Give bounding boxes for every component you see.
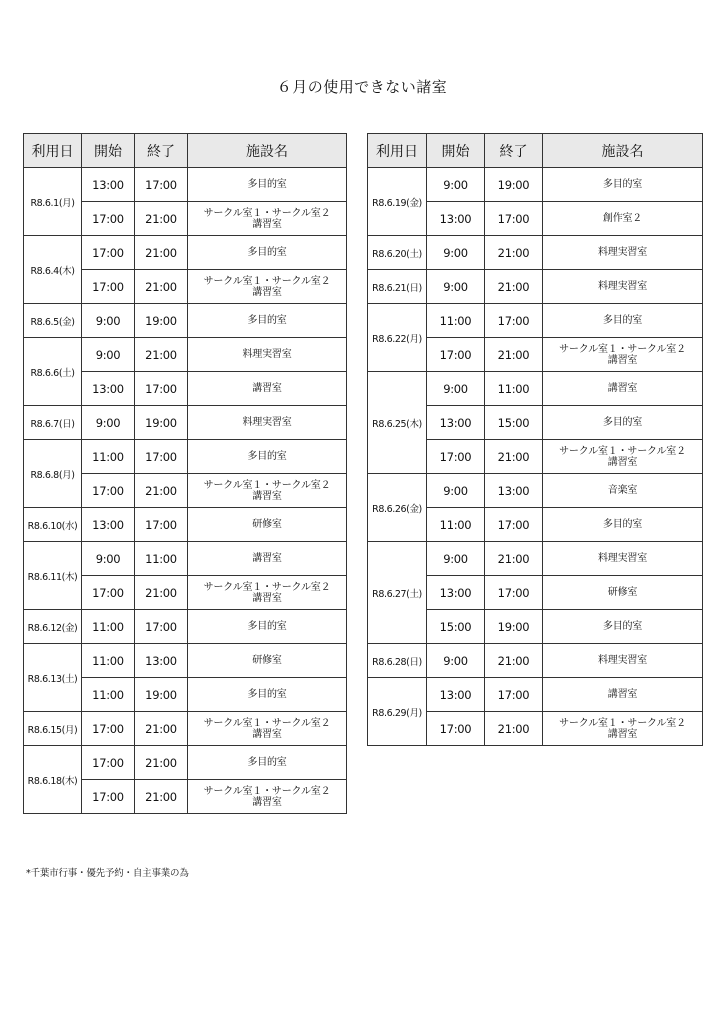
date-cell: R8.6.27(土) (368, 542, 427, 644)
header-facility: 施設名 (188, 134, 347, 168)
facility-cell: サークル室１・サークル室２ 講習室 (188, 202, 347, 236)
end-time-cell: 13:00 (135, 644, 188, 678)
start-time-cell: 17:00 (82, 780, 135, 814)
table-row (368, 168, 703, 202)
table-row (24, 236, 347, 270)
end-time-cell: 15:00 (485, 406, 543, 440)
table-row (24, 712, 347, 746)
facility-cell: サークル室１・サークル室２ 講習室 (188, 474, 347, 508)
facility-cell: 多目的室 (188, 168, 347, 202)
end-time-cell: 17:00 (485, 576, 543, 610)
end-time-cell: 21:00 (135, 270, 188, 304)
facility-cell: サークル室１・サークル室２ 講習室 (188, 270, 347, 304)
start-time-cell: 11:00 (82, 440, 135, 474)
right-schedule-table (367, 133, 703, 746)
start-time-cell: 9:00 (427, 542, 485, 576)
table-row (368, 372, 703, 406)
date-cell: R8.6.28(日) (368, 644, 427, 678)
start-time-cell: 9:00 (427, 236, 485, 270)
start-time-cell: 17:00 (82, 746, 135, 780)
start-time-cell: 11:00 (82, 644, 135, 678)
header-end: 終了 (135, 134, 188, 168)
facility-cell: 料理実習室 (543, 236, 703, 270)
start-time-cell: 9:00 (82, 304, 135, 338)
facility-cell: サークル室１・サークル室２ 講習室 (188, 780, 347, 814)
start-time-cell: 13:00 (82, 372, 135, 406)
start-time-cell: 11:00 (427, 304, 485, 338)
end-time-cell: 17:00 (135, 168, 188, 202)
end-time-cell: 19:00 (135, 406, 188, 440)
facility-cell: 多目的室 (188, 746, 347, 780)
table-row (24, 746, 347, 780)
end-time-cell: 21:00 (485, 236, 543, 270)
facility-cell: 料理実習室 (188, 406, 347, 440)
facility-cell: 多目的室 (188, 304, 347, 338)
facility-cell: サークル室１・サークル室２ 講習室 (188, 576, 347, 610)
date-cell: R8.6.12(金) (24, 610, 82, 644)
start-time-cell: 9:00 (82, 542, 135, 576)
facility-cell: 研修室 (543, 576, 703, 610)
date-cell: R8.6.21(日) (368, 270, 427, 304)
page-title: ６月の使用できない諸室 (276, 78, 448, 96)
header-end: 終了 (485, 134, 543, 168)
table-body (24, 168, 347, 814)
end-time-cell: 17:00 (485, 678, 543, 712)
end-time-cell: 21:00 (135, 746, 188, 780)
end-time-cell: 21:00 (135, 338, 188, 372)
start-time-cell: 17:00 (427, 338, 485, 372)
start-time-cell: 9:00 (427, 168, 485, 202)
header-start: 開始 (82, 134, 135, 168)
start-time-cell: 13:00 (427, 678, 485, 712)
header-date: 利用日 (24, 134, 82, 168)
facility-cell: 研修室 (188, 508, 347, 542)
table-row (368, 474, 703, 508)
end-time-cell: 17:00 (135, 610, 188, 644)
facility-cell: 創作室２ (543, 202, 703, 236)
facility-cell: 多目的室 (543, 406, 703, 440)
header-date: 利用日 (368, 134, 427, 168)
table-row (368, 542, 703, 576)
start-time-cell: 17:00 (82, 270, 135, 304)
facility-cell: 講習室 (188, 542, 347, 576)
facility-cell: サークル室１・サークル室２ 講習室 (543, 338, 703, 372)
start-time-cell: 17:00 (82, 236, 135, 270)
date-cell: R8.6.6(土) (24, 338, 82, 406)
end-time-cell: 11:00 (135, 542, 188, 576)
end-time-cell: 11:00 (485, 372, 543, 406)
facility-cell: 料理実習室 (188, 338, 347, 372)
end-time-cell: 21:00 (485, 542, 543, 576)
table-row (24, 542, 347, 576)
table-row (368, 270, 703, 304)
start-time-cell: 9:00 (82, 406, 135, 440)
date-cell: R8.6.13(土) (24, 644, 82, 712)
end-time-cell: 17:00 (135, 440, 188, 474)
date-cell: R8.6.1(月) (24, 168, 82, 236)
header-facility: 施設名 (543, 134, 703, 168)
facility-cell: 多目的室 (188, 610, 347, 644)
start-time-cell: 13:00 (427, 202, 485, 236)
start-time-cell: 17:00 (427, 712, 485, 746)
facility-cell: 料理実習室 (543, 270, 703, 304)
start-time-cell: 9:00 (427, 372, 485, 406)
table-row (24, 168, 347, 202)
table-row (24, 338, 347, 372)
end-time-cell: 21:00 (135, 780, 188, 814)
facility-cell: 研修室 (188, 644, 347, 678)
table-row (24, 508, 347, 542)
table-row (24, 610, 347, 644)
table-row (24, 440, 347, 474)
table-body (368, 168, 703, 746)
date-cell: R8.6.4(木) (24, 236, 82, 304)
start-time-cell: 11:00 (82, 610, 135, 644)
date-cell: R8.6.10(水) (24, 508, 82, 542)
start-time-cell: 11:00 (427, 508, 485, 542)
end-time-cell: 17:00 (485, 304, 543, 338)
end-time-cell: 17:00 (135, 508, 188, 542)
start-time-cell: 13:00 (427, 406, 485, 440)
start-time-cell: 11:00 (82, 678, 135, 712)
start-time-cell: 9:00 (427, 270, 485, 304)
table-row (368, 236, 703, 270)
end-time-cell: 13:00 (485, 474, 543, 508)
table-row (368, 644, 703, 678)
date-cell: R8.6.7(日) (24, 406, 82, 440)
facility-cell: 多目的室 (543, 610, 703, 644)
end-time-cell: 21:00 (135, 236, 188, 270)
date-cell: R8.6.18(木) (24, 746, 82, 814)
start-time-cell: 17:00 (82, 712, 135, 746)
facility-cell: サークル室１・サークル室２ 講習室 (188, 712, 347, 746)
date-cell: R8.6.20(土) (368, 236, 427, 270)
table-row (24, 644, 347, 678)
start-time-cell: 13:00 (82, 168, 135, 202)
start-time-cell: 9:00 (427, 474, 485, 508)
date-cell: R8.6.29(月) (368, 678, 427, 746)
footnote: *千葉市行事・優先予約・自主事業の為 (26, 868, 189, 879)
date-cell: R8.6.8(月) (24, 440, 82, 508)
table-row (24, 406, 347, 440)
end-time-cell: 17:00 (135, 372, 188, 406)
end-time-cell: 19:00 (485, 610, 543, 644)
facility-cell: 多目的室 (188, 440, 347, 474)
facility-cell: 多目的室 (188, 236, 347, 270)
table-row (24, 304, 347, 338)
end-time-cell: 21:00 (485, 338, 543, 372)
end-time-cell: 21:00 (485, 712, 543, 746)
facility-cell: 料理実習室 (543, 644, 703, 678)
date-cell: R8.6.22(月) (368, 304, 427, 372)
end-time-cell: 21:00 (135, 202, 188, 236)
end-time-cell: 21:00 (135, 474, 188, 508)
start-time-cell: 17:00 (82, 474, 135, 508)
end-time-cell: 19:00 (135, 304, 188, 338)
start-time-cell: 17:00 (82, 202, 135, 236)
start-time-cell: 13:00 (82, 508, 135, 542)
date-cell: R8.6.15(月) (24, 712, 82, 746)
date-cell: R8.6.25(木) (368, 372, 427, 474)
facility-cell: 多目的室 (543, 168, 703, 202)
start-time-cell: 15:00 (427, 610, 485, 644)
header-start: 開始 (427, 134, 485, 168)
start-time-cell: 17:00 (427, 440, 485, 474)
date-cell: R8.6.26(金) (368, 474, 427, 542)
table-row (368, 678, 703, 712)
date-cell: R8.6.11(木) (24, 542, 82, 610)
facility-cell: 多目的室 (543, 508, 703, 542)
facility-cell: 講習室 (188, 372, 347, 406)
start-time-cell: 9:00 (82, 338, 135, 372)
table-row (368, 304, 703, 338)
start-time-cell: 13:00 (427, 576, 485, 610)
end-time-cell: 19:00 (135, 678, 188, 712)
start-time-cell: 17:00 (82, 576, 135, 610)
end-time-cell: 21:00 (485, 270, 543, 304)
facility-cell: 料理実習室 (543, 542, 703, 576)
facility-cell: サークル室１・サークル室２ 講習室 (543, 712, 703, 746)
start-time-cell: 9:00 (427, 644, 485, 678)
end-time-cell: 19:00 (485, 168, 543, 202)
facility-cell: 講習室 (543, 372, 703, 406)
end-time-cell: 17:00 (485, 508, 543, 542)
date-cell: R8.6.19(金) (368, 168, 427, 236)
facility-cell: 多目的室 (543, 304, 703, 338)
end-time-cell: 21:00 (135, 712, 188, 746)
end-time-cell: 21:00 (485, 644, 543, 678)
date-cell: R8.6.5(金) (24, 304, 82, 338)
facility-cell: サークル室１・サークル室２ 講習室 (543, 440, 703, 474)
end-time-cell: 17:00 (485, 202, 543, 236)
table-header-row (24, 134, 347, 168)
end-time-cell: 21:00 (135, 576, 188, 610)
facility-cell: 講習室 (543, 678, 703, 712)
left-schedule-table (23, 133, 347, 814)
facility-cell: 音楽室 (543, 474, 703, 508)
table-header-row (368, 134, 703, 168)
end-time-cell: 21:00 (485, 440, 543, 474)
facility-cell: 多目的室 (188, 678, 347, 712)
